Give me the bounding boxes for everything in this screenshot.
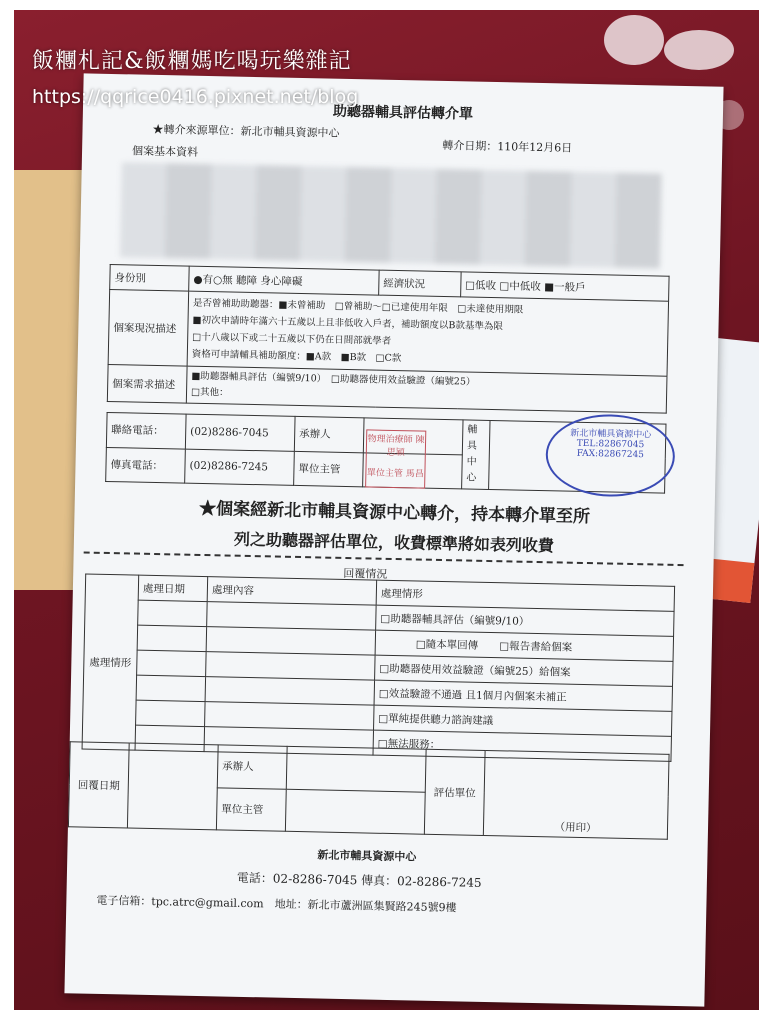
phone-label: 聯絡電話：: [106, 412, 186, 448]
seal-fax: FAX:82867245: [576, 448, 645, 461]
option-fail: □效益驗證不通過 且1個月內個案未補正: [374, 680, 672, 711]
phone-value: (02)8286-7045: [185, 414, 295, 451]
seal-tel: TEL:82867045: [576, 438, 645, 451]
watermark-title: 飯糰札記&飯糰媽吃喝玩樂雜記: [32, 49, 352, 74]
option-unable: □無法服務：: [373, 730, 671, 761]
reply-handler-label: 承辦人: [217, 745, 287, 789]
basic-info-header: 個案基本資料: [131, 144, 199, 159]
reply-title: 回覆情況: [343, 566, 388, 581]
watermark-url: https://qqrice0416.pixnet.net/blog: [32, 86, 359, 108]
option-report: □報告書給個案: [499, 639, 573, 654]
option-verification: □助聽器使用效益驗證（編號25）給個案: [375, 655, 673, 686]
referral-date: 轉介日期：110年12月6日: [442, 138, 573, 155]
needs-label: 個案需求描述: [107, 364, 187, 403]
therapist-stamp-text: 物理治療師 陳思穎: [367, 434, 425, 459]
footer-org: 新北市輔具資源中心: [317, 848, 417, 864]
option-assessment: □助聽器輔具評估（編號9/10）: [376, 605, 674, 636]
footer-email: 電子信箱：tpc.atrc@gmail.com 地址：新北市蘆洲區集賢路245號9樓: [96, 893, 457, 915]
situation-line-3: □十八歲以下或二十五歲以下仍在日間部就學者: [192, 331, 392, 347]
reply-table: [82, 574, 676, 762]
option-return: □隨本單回傳: [415, 637, 479, 652]
fax-value: (02)8286-7245: [185, 449, 295, 486]
proc-content-header: 處理內容: [207, 577, 376, 606]
needs-line-2: □其他：: [190, 386, 229, 399]
economic-mid: □中低收: [499, 279, 541, 293]
eval-unit-label: 評估單位: [424, 749, 485, 835]
situation-line-2: ■初次申請時年滿六十五歲以上且非低收入戶者，補助額度以B款基準為限: [192, 314, 504, 333]
reply-date-label: 回覆日期: [68, 742, 129, 828]
notice-line-1: ★個案經新北市輔具資源中心轉介，持本轉介單至所: [198, 498, 591, 528]
economic-label: 經濟狀況: [378, 270, 461, 297]
referral-form-paper: [64, 73, 723, 1006]
supervisor-label: 單位主管: [294, 451, 364, 487]
photo-background: [14, 10, 759, 1010]
option-consult: □單純提供聽力諮詢建議: [374, 705, 672, 736]
identity-value: ●有○無 聽障 身心障礙: [189, 266, 379, 295]
economic-low: □低收: [464, 278, 497, 292]
situation-line-1: 是否曾補助助聽器：■未曾補助 □曾補助～□已達使用年限 □未達使用期限: [192, 297, 524, 316]
needs-line-1: ■助聽器輔具評估（編號9/10） □助聽器使用效益驗證（編號25）: [191, 370, 476, 388]
identity-label: 身份別: [110, 264, 190, 291]
economic-general: ■一般戶: [544, 280, 586, 294]
reply-supervisor-label: 單位主管: [216, 787, 286, 831]
aid-center-label: 輔具中心: [462, 420, 490, 490]
seal-label: （用印）: [554, 821, 597, 835]
proc-label: 處理情形: [82, 574, 139, 750]
redacted-personal-info: [120, 162, 662, 268]
referral-source: ★轉介來源單位：新北市輔具資源中心: [152, 122, 340, 140]
proc-date-header: 處理日期: [138, 575, 208, 601]
therapist-stamp: [365, 429, 426, 488]
notice-line-2: 列之助聽器評估單位，收費標準將如表列收費: [233, 529, 555, 556]
fax-label: 傳真電話：: [106, 447, 186, 483]
reply-signoff-table: [68, 741, 670, 840]
footer-phone: 電話：02-8286-7045 傳真：02-8286-7245: [236, 870, 482, 890]
proc-status-header: 處理情形: [376, 580, 674, 611]
seal-name: 新北市輔具資源中心: [570, 428, 652, 441]
case-info-table: [107, 264, 670, 414]
blanket-flower: [604, 15, 664, 65]
supervisor-stamp-text: 單位主管 馬昌: [366, 468, 424, 480]
handler-label: 承辦人: [294, 416, 364, 452]
situation-line-4: 資格可申請輔具補助額度：■A款 ■B款 □C款: [191, 348, 402, 365]
situation-label: 個案現況描述: [108, 289, 189, 366]
form-title: 助聽器輔具評估轉介單: [332, 103, 474, 123]
blanket-flower: [664, 30, 734, 70]
